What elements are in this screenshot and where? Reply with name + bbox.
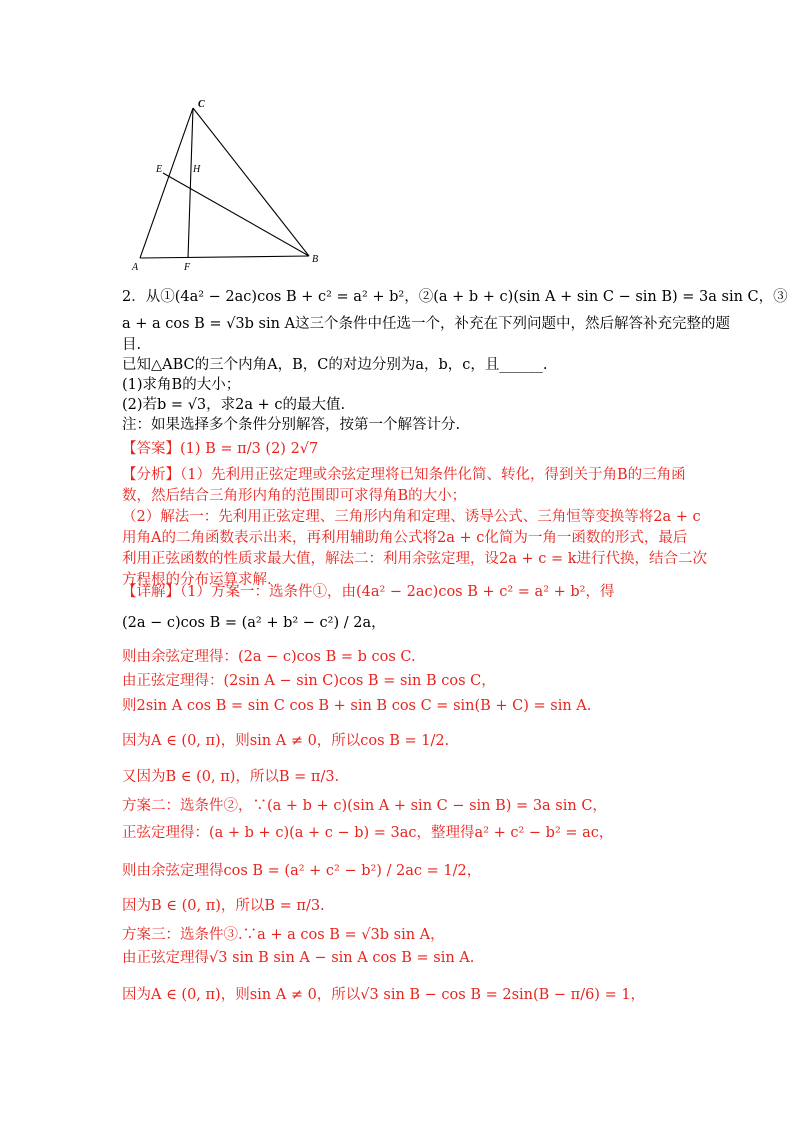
analysis-line: 方程根的分布运算求解. [122,572,272,588]
label-E: E [156,164,163,175]
solution-line: 因为A ∈ (0, π)，则sin A ≠ 0，所以√3 sin B − cos B = 2sin(B − π/6) = 1， [122,987,646,1003]
question-2-line: (2)若b = √3，求2a + c的最大值. [122,397,346,413]
analysis-line: 数，然后结合三角形内角的范围即可求得角B的大小； [122,488,467,504]
solution-line: 则2sin A cos B = sin C cos B + sin B cos C = sin(B + C) = sin A. [122,698,592,714]
solution-line: 由正弦定理得：(2sin A − sin C)cos B = sin B cos C， [122,673,496,689]
label-A: A [132,262,139,273]
solution-line: 因为A ∈ (0, π)，则sin A ≠ 0，所以cos B = 1/2. [122,733,450,749]
solution-line: 又因为B ∈ (0, π)，所以B = π/3. [122,769,340,785]
segment-CF [188,108,193,258]
solution-line: (2a − c)cos B = (a² + b² − c²) / 2a， [122,615,386,631]
label-B: B [312,254,319,265]
solution-line: 正弦定理得：(a + b + c)(a + c − b) = 3ac，整理得a² + c² − b² = ac， [122,825,614,841]
segment-CB [193,108,309,256]
triangle-figure [0,0,800,290]
solution-line: 方案二：选条件②，∵(a + b + c)(sin A + sin C − sin B) = 3a sin C， [122,798,607,814]
solution-line: 因为B ∈ (0, π)，所以B = π/3. [122,898,325,914]
answer-line: 【答案】(1) B = π/3 (2) 2√7 [122,441,319,457]
segment-EB [163,173,309,256]
solution-line: 由正弦定理得√3 sin B sin A − sin A cos B = sin A. [122,950,475,966]
problem-given-line: 已知△ABC的三个内角A，B，C的对边分别为a，b，c，且______. [122,357,548,373]
analysis-line: 利用正弦函数的性质求最大值，解法二：利用余弦定理，设2a + c = k进行代换，结合二次 [122,551,708,567]
solution-line: 方案三：选条件③.∵a + a cos B = √3b sin A， [122,927,445,943]
analysis-line: （2）解法一：先利用正弦定理、三角形内角和定理、诱导公式、三角恒等变换等将2a + c [122,509,701,525]
problem-statement-line: a + a cos B = √3b sin A这三个条件中任选一个，补充在下列问题中，然后解答补充完整的题 [122,316,731,332]
analysis-line: 【分析】（1）先利用正弦定理或余弦定理将已知条件化简、转化，得到关于角B的三角函 [122,467,686,483]
problem-statement-line: 目. [122,337,142,353]
label-F: F [184,262,191,273]
label-C: C [198,99,205,110]
analysis-line: 用角A的二角函数表示出来，再利用辅助角公式将2a + c化简为一角一函数的形式，最后 [122,530,688,546]
segment-AB [140,256,309,258]
note-line: 注：如果选择多个条件分别解答，按第一个解答计分. [122,417,461,433]
solution-line: 则由余弦定理得cos B = (a² + c² − b²) / 2ac = 1/2， [122,863,482,879]
problem-statement-line: 2．从①(4a² − 2ac)cos B + c² = a² + b²，②(a + b + c)(sin A + sin C − sin B) = 3a sin C，③ [122,289,788,305]
segment-AC [140,108,193,258]
solution-line: 【详解】（1）方案一：选条件①，由(4a² − 2ac)cos B + c² = a² + b²，得 [122,584,615,600]
solution-line: 则由余弦定理得：(2a − c)cos B = b cos C. [122,649,416,665]
label-H: H [193,164,201,175]
question-1-line: (1)求角B的大小； [122,377,241,393]
